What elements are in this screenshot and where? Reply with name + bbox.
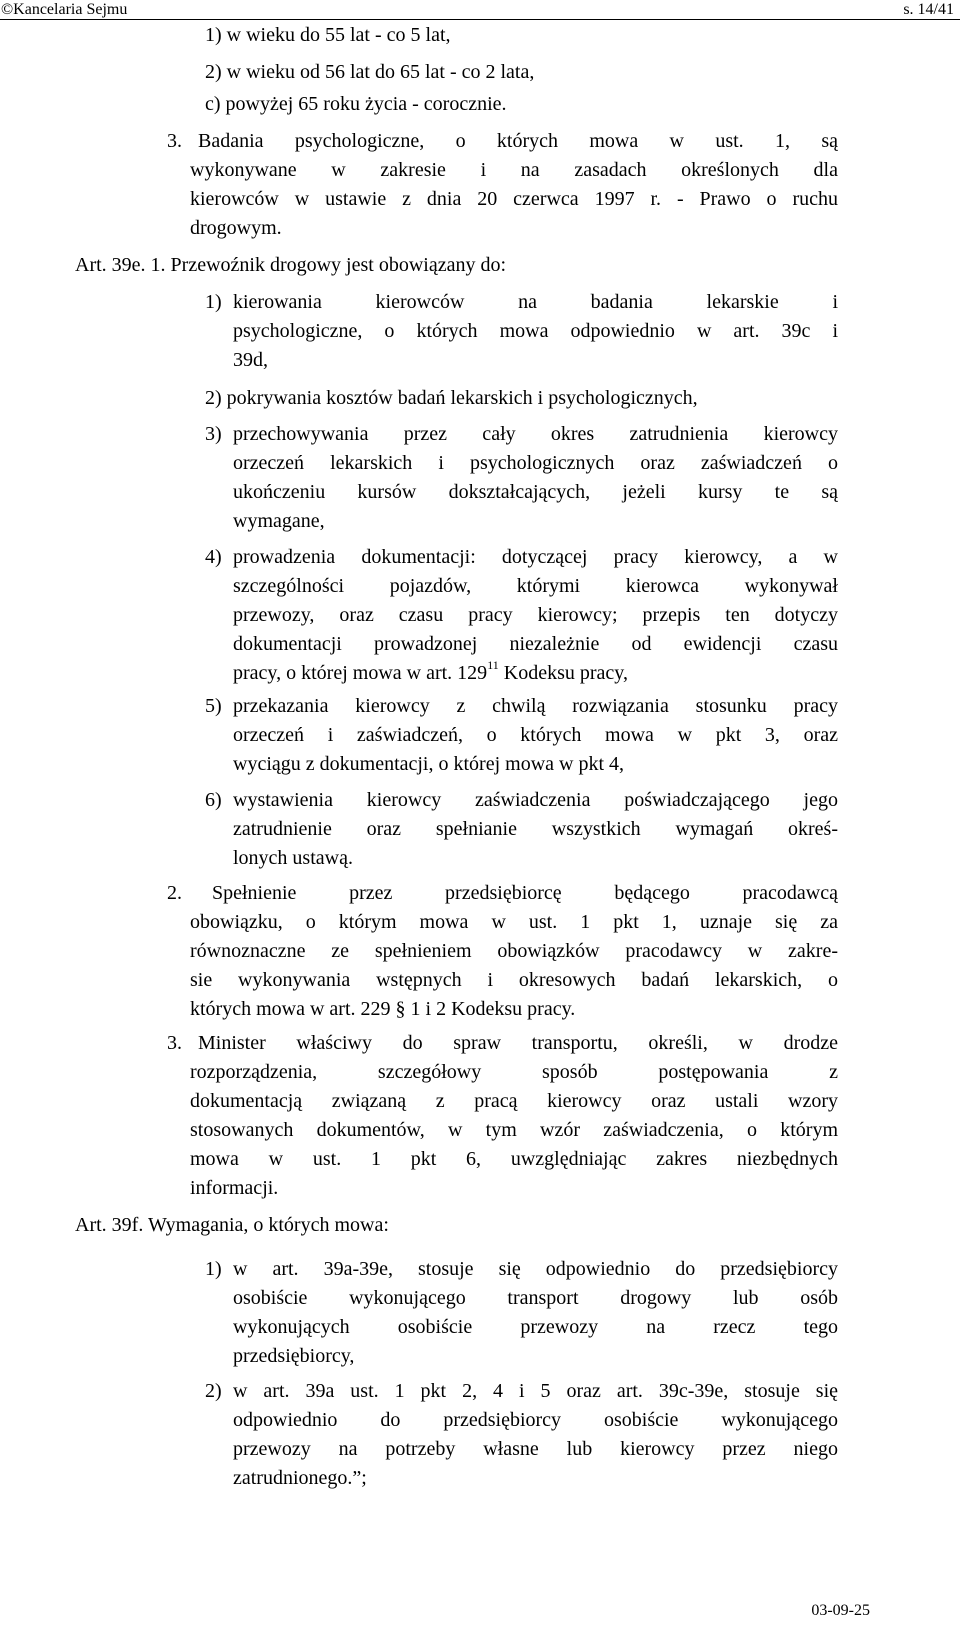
text-line: 39d,: [233, 349, 268, 371]
item-number: 1): [205, 1258, 222, 1280]
text-line: przedsiębiorcy,: [233, 1345, 355, 1367]
text-line: prowadzenia dokumentacji: dotyczącej pracy kierowcy, a w: [233, 546, 838, 568]
header-rule: [0, 19, 960, 20]
text-line: odpowiednio do przedsiębiorcy osobiście wykonującego: [233, 1409, 838, 1431]
text-line: Badania psychologiczne, o których mowa w ust. 1, są: [198, 130, 838, 152]
text-line: 1) w wieku do 55 lat - co 5 lat,: [205, 24, 451, 46]
item-number: 4): [205, 546, 222, 568]
text-line: wykonujących osobiście przewozy na rzecz tego: [233, 1316, 838, 1338]
item-number: 1): [205, 291, 222, 313]
text-line: drogowym.: [190, 217, 282, 239]
header-copyright: ©Kancelaria Sejmu: [1, 1, 128, 18]
text-line: wyciągu z dokumentacji, o której mowa w pkt 4,: [233, 753, 625, 775]
footer-date: 03-09-25: [811, 1602, 870, 1619]
text-line: osobiście wykonującego transport drogowy lub osób: [233, 1287, 838, 1309]
text-line: stosowanych dokumentów, w tym wzór zaświadczenia, o którym: [190, 1119, 838, 1141]
text-line: sie wykonywania wstępnych i okresowych badań lekarskich, o: [190, 969, 838, 991]
paragraph-number: 2.: [167, 882, 182, 904]
text-line: rozporządzenia, szczegółowy sposób postępowania z: [190, 1061, 838, 1083]
text-line: Spełnienie przez przedsiębiorcę będącego pracodawcą: [212, 882, 838, 904]
text-line: szczególności pojazdów, którymi kierowca wykonywał: [233, 575, 838, 597]
header-page-number: s. 14/41: [903, 1, 954, 18]
item-number: 6): [205, 789, 222, 811]
text-line: ukończeniu kursów dokształcających, jeżeli kursy te są: [233, 481, 838, 503]
text-line: przewozy na potrzeby własne lub kierowcy przez niego: [233, 1438, 838, 1460]
text-segment: pracy, o której mowa w art. 129: [233, 662, 488, 684]
article-heading: Art. 39f. Wymagania, o których mowa:: [75, 1214, 389, 1236]
article-heading: Art. 39e. 1. Przewoźnik drogowy jest obowiązany do:: [75, 254, 507, 276]
text-line: kierowania kierowców na badania lekarskie i: [233, 291, 838, 313]
text-line: 2) pokrywania kosztów badań lekarskich i psychologicznych,: [205, 387, 698, 409]
text-line: zatrudnionego.”;: [233, 1467, 367, 1489]
text-line: przechowywania przez cały okres zatrudnienia kierowcy: [233, 423, 838, 445]
text-line: w art. 39a-39e, stosuje się odpowiednio do przedsiębiorcy: [233, 1258, 838, 1280]
text-line: równoznaczne ze spełnieniem obowiązków pracodawcy w zakre-: [190, 940, 838, 962]
text-line: wykonywane w zakresie i na zasadach określonych dla: [190, 159, 838, 181]
text-line: wystawienia kierowcy zaświadczenia poświadczającego jego: [233, 789, 838, 811]
paragraph-number: 3.: [167, 130, 182, 152]
text-line: orzeczeń lekarskich i psychologicznych oraz zaświadczeń o: [233, 452, 838, 474]
paragraph-number: 3.: [167, 1032, 182, 1054]
item-number: 5): [205, 695, 222, 717]
text-line: obowiązku, o którym mowa w ust. 1 pkt 1, uznaje się za: [190, 911, 838, 933]
text-line: których mowa w art. 229 § 1 i 2 Kodeksu pracy.: [190, 998, 576, 1020]
item-number: 3): [205, 423, 222, 445]
text-line: dokumentacją związaną z pracą kierowcy oraz ustali wzory: [190, 1090, 838, 1112]
text-line: w art. 39a ust. 1 pkt 2, 4 i 5 oraz art. 39c-39e, stosuje się: [233, 1380, 838, 1402]
text-line: 2) w wieku od 56 lat do 65 lat - co 2 lata,: [205, 61, 535, 83]
text-line: lonych ustawą.: [233, 847, 353, 869]
text-line: informacji.: [190, 1177, 279, 1199]
text-line: Minister właściwy do spraw transportu, określi, w drodze: [198, 1032, 838, 1054]
text-line: psychologiczne, o których mowa odpowiednio w art. 39c i: [233, 320, 838, 342]
item-number: 2): [205, 1380, 222, 1402]
text-line: zatrudnienie oraz spełnianie wszystkich wymagań okreś-: [233, 818, 838, 840]
text-segment: Kodeksu pracy,: [498, 662, 628, 684]
text-line: kierowców w ustawie z dnia 20 czerwca 1997 r. - Prawo o ruchu: [190, 188, 838, 210]
text-line: mowa w ust. 1 pkt 6, uwzględniając zakres niezbędnych: [190, 1148, 838, 1170]
superscript: 11: [487, 658, 499, 672]
text-line: przekazania kierowcy z chwilą rozwiązania stosunku pracy: [233, 695, 838, 717]
text-line: orzeczeń i zaświadczeń, o których mowa w pkt 3, oraz: [233, 724, 838, 746]
text-line: wymagane,: [233, 510, 325, 532]
text-line: dokumentacji prowadzonej niezależnie od ewidencji czasu: [233, 633, 838, 655]
text-line: [233, 660, 628, 686]
text-line: c) powyżej 65 roku życia - corocznie.: [205, 93, 507, 115]
text-line: przewozy, oraz czasu pracy kierowcy; przepis ten dotyczy: [233, 604, 838, 626]
